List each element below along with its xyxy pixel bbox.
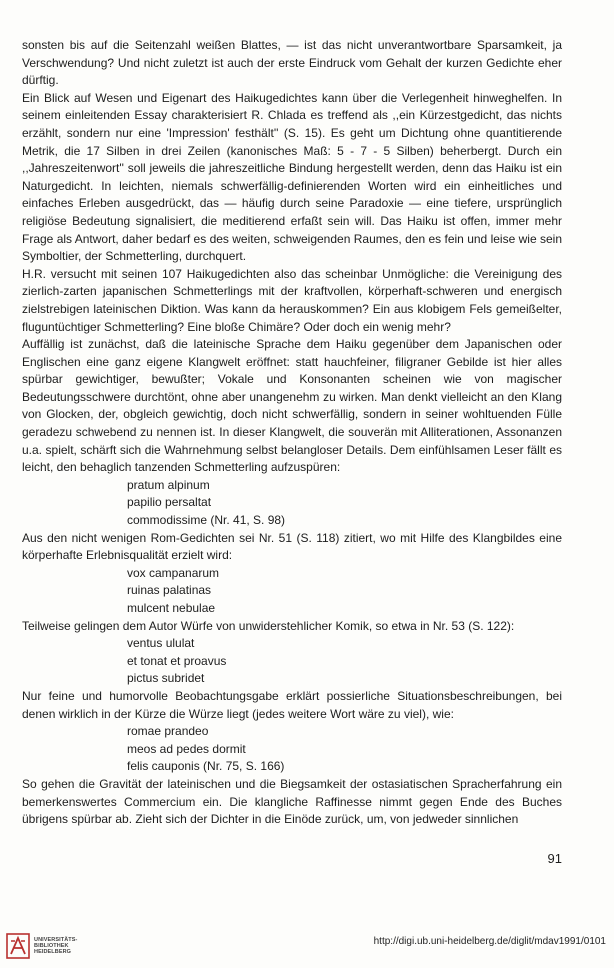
paragraph: H.R. versucht mit seinen 107 Haikugedichten also das scheinbar Unmögliche: die Vereinigung des zierlich-zarten japanischen Schmetterlings mit der kraftvollen, körperhaft-schweren und energisch zielstrebigen lateinischen Diktion. Was kann da herauskommen? Ein aus klobigem Fels gemeißelter, fluguntüchtiger Schmetterling? Eine bloße Chimäre? Oder doch ein wenig mehr? (22, 266, 562, 334)
verse-line: romae prandeo (127, 724, 209, 739)
verse-line: felis cauponis (Nr. 75, S. 166) (127, 759, 285, 774)
haiku-quote (22, 565, 562, 618)
paragraph: So gehen die Gravität der lateinischen und die Biegsamkeit der ostasiatischen Spracherfahrung ein bemerkenswertes Commercium ein. Die klangliche Raffinesse nimmt gegen Ende des Buches übrigens spürbar ab. Zieht sich der Dichter in die Einöde zurück, um, von jedweder sinnlichen (22, 776, 562, 827)
paragraph: Aus den nicht wenigen Rom-Gedichten sei Nr. 51 (S. 118) zitiert, wo mit Hilfe des Klangbildes eine körperhafte Erlebnisqualität erzielt wird: (22, 530, 562, 563)
verse-line: pratum alpinum (127, 477, 210, 492)
source-url[interactable]: http://digi.ub.uni-heidelberg.de/diglit/mdav1991/0101 (373, 936, 606, 947)
paragraph: Auffällig ist zunächst, daß die lateinische Sprache dem Haiku gegenüber dem Japanischen oder Englischen eine ganz eigene Klangwelt eröffnet: statt hauchfeiner, filigraner Gebilde ist hier alles spürbar gewichtiger, bewußter; Vokale und Konsonanten scheinen wie von magischer Bedeutungsschwere durchtönt, ohne aber unangenehm zu wirken. Man denkt vielleicht an den Klang von Glocken, der, obgleich gewichtig, doch nicht schwerfällig, sondern in seiner wohltuenden Fülle geradezu schwebend zu nennen ist. In dieser Klangwelt, die souverän mit Alliterationen, Assonanzen u.a. spielt, schärft sich die Wahrnehmung selbst belangloser Details. Dem einfühlsamen Leser fällt es leicht, den behaglich tanzenden Schmetterling aufzuspüren: (22, 337, 562, 475)
paragraph: Nur feine und humorvolle Beobachtungsgabe erklärt possierliche Situationsbeschreibungen, bei denen wirklich in der Kürze die Würze liegt (jedes weitere Wort wäre zu viel), wie: (22, 688, 562, 721)
page-number: 91 (547, 851, 562, 866)
library-logo (4, 929, 94, 963)
haiku-quote (22, 723, 562, 776)
verse-line: ventus ululat (127, 636, 195, 651)
haiku-quote (22, 635, 562, 688)
verse-line: meos ad pedes dormit (127, 741, 246, 756)
library-name-line: UNIVERSITÄTS- (34, 937, 78, 943)
verse-line: commodissime (Nr. 41, S. 98) (127, 513, 286, 528)
library-name-line: BIBLIOTHEK (34, 943, 69, 949)
paragraph: Teilweise gelingen dem Autor Würfe von unwiderstehlicher Komik, so etwa in Nr. 53 (S. 122): (22, 618, 515, 633)
verse-line: pictus subridet (127, 671, 205, 686)
verse-line: papilio persaltat (127, 495, 212, 510)
verse-line: et tonat et proavus (127, 653, 227, 668)
library-seal-icon (6, 933, 30, 959)
verse-line: mulcent nebulae (127, 601, 216, 615)
library-name (34, 937, 77, 955)
verse-line: ruinas palatinas (127, 583, 212, 598)
page-body (22, 37, 562, 829)
paragraph: sonsten bis auf die Seitenzahl weißen Blattes, — ist das nicht unverantwortbare Sparsamkeit, ja Verschwendung? Und nicht zuletzt ist auch der erste Eindruck vom Gehalt der kurzen Gedichte eher dürftig. (22, 38, 562, 88)
library-name-line: HEIDELBERG (34, 949, 72, 955)
verse-line: vox campanarum (127, 565, 220, 580)
paragraph: Ein Blick auf Wesen und Eigenart des Haikugedichtes kann über die Verlegenheit hinweghelfen. In seinem einleitenden Essay charakterisiert R. Chlada es treffend als ,,ein Kürzestgedicht, das nichts erzählt, sondern nur eine 'Impression' festhält'' (S. 15). Es geht um Dichtung ohne quantitierende Metrik, die 17 Silben in drei Zeilen (kanonisches Maß: 5 - 7 - 5 Silben) beherbergt. Durch ein ,,Jahreszeitenwort'' soll jeweils die jahreszeitliche Bindung hergestellt werden, denn das Haiku ist ein Naturgedicht. In leichten, niemals schwerfällig-definierenden Worten wird ein einheitliches und einfaches Erleben ausgedrückt, das — häufig durch seine Paradoxie — eine tiefere, ursprünglich religiöse Bedeutung signalisiert, die meditierend erfaßt sein will. Das Haiku ist offen, immer mehr Frage als Antwort, daher bedarf es des weiten, schweigenden Raumes, den es fein und leise wie sein Symboltier, der Schmetterling, durchquert. (22, 90, 562, 264)
haiku-quote (22, 477, 562, 530)
